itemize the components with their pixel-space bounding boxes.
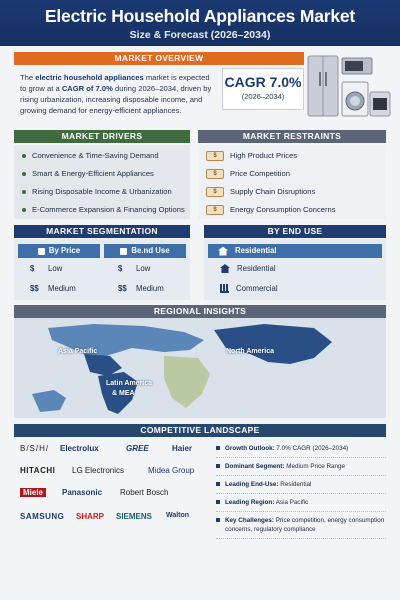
company-logos <box>14 440 210 532</box>
market-overview-text <box>20 72 216 116</box>
logo-haier: Haier <box>172 444 193 453</box>
end-use-item-row <box>220 264 276 273</box>
fact-label: Growth Outlook: <box>225 445 275 452</box>
logo-bsh: B/S/H/ <box>20 444 50 453</box>
bullet-icon <box>216 464 220 468</box>
market-restraints-heading: MARKET RESTRAINTS <box>198 130 386 143</box>
region-label-latin-america: Latin America <box>106 380 153 387</box>
building-icon <box>220 284 229 293</box>
fact-value: Medium Price Range <box>286 463 346 470</box>
list-item <box>206 147 386 165</box>
logo-panasonic: Panasonic <box>62 488 103 497</box>
bullet-icon <box>216 518 220 522</box>
money-icon: $ <box>206 169 224 179</box>
price-tag-icon: $ <box>206 151 224 161</box>
fact-value: Price competition, energy consumption concerns, regulatory compliance <box>225 517 385 533</box>
list-item <box>206 201 386 219</box>
cagr-value: CAGR 7.0% <box>224 74 302 90</box>
bullet-icon <box>216 446 220 450</box>
price-row <box>30 284 76 293</box>
logo-hitachi: HITACHI <box>20 466 56 475</box>
end-use-residential-header <box>208 244 382 258</box>
fact-label: Dominant Segment: <box>225 463 285 470</box>
logo-siemens: SIEMENS <box>116 512 153 521</box>
competitive-landscape-heading: COMPETITIVE LANDSCAPE <box>14 424 386 437</box>
overview-text-part: The <box>20 73 34 82</box>
fact-text <box>225 444 348 453</box>
bullet-icon <box>22 172 26 176</box>
home-icon <box>218 247 228 256</box>
fact-value: Asia Pacific <box>275 499 309 506</box>
overview-term: electric household appliances <box>35 73 144 82</box>
by-price-label: By Price <box>48 246 81 255</box>
list-item <box>216 458 386 476</box>
list-item <box>22 147 190 165</box>
by-end-use-heading: BY END USE <box>204 225 386 238</box>
overview-cagr-inline: CAGR of 7.0% <box>61 84 113 93</box>
logo-gree: GREE <box>126 444 149 453</box>
dollar-icon: $$ <box>118 284 127 293</box>
logo-electrolux: Electrolux <box>60 444 99 453</box>
restraint-text: Supply Chain Disruptions <box>230 187 316 196</box>
tag-icon <box>38 248 45 255</box>
fact-label: Leading Region: <box>225 499 275 506</box>
logo-midea: Midea Group <box>148 466 195 475</box>
driver-text: Smart & Energy-Efficient Appliances <box>32 169 154 178</box>
dollar-icon: $ <box>30 264 35 273</box>
world-map <box>14 318 386 418</box>
regional-insights-heading: REGIONAL INSIGHTS <box>14 305 386 318</box>
appliances-illustration <box>306 52 392 120</box>
fact-label: Key Challenges: <box>225 517 274 524</box>
end-use-row <box>118 264 150 273</box>
cagr-callout <box>222 68 304 110</box>
list-item <box>206 165 386 183</box>
dollar-icon: $$ <box>30 284 39 293</box>
region-label-north-america: North America <box>226 348 274 355</box>
bullet-icon <box>216 500 220 504</box>
driver-text: Convenience & Time-Saving Demand <box>32 151 159 160</box>
market-segmentation-heading: MARKET SEGMENTATION <box>14 225 190 238</box>
home-icon <box>220 264 230 273</box>
end-use-item: Commercial <box>236 284 278 293</box>
restraints-list <box>206 147 386 219</box>
fact-text <box>225 462 345 471</box>
fact-text <box>225 498 308 507</box>
header-banner <box>0 0 400 46</box>
list-item <box>22 165 190 183</box>
dollar-icon: $ <box>118 264 123 273</box>
logo-miele: Miele <box>20 488 46 497</box>
end-use-item: Residential <box>235 246 277 255</box>
fact-label: Leading End-Use: <box>225 481 279 488</box>
overview-text-part: during 2026–2034, driven by rising urbanization, increasing disposable income, and growing demand for energy-efficient appliances. <box>20 84 212 115</box>
end-use-row-text: Medium <box>136 284 164 293</box>
logo-robert-bosch: Robert Bosch <box>120 488 169 497</box>
list-item <box>216 440 386 458</box>
fact-value: 7.0% CAGR (2026–2034) <box>276 445 349 452</box>
fact-text <box>225 480 311 489</box>
market-drivers-heading: MARKET DRIVERS <box>14 130 190 143</box>
by-end-use-header <box>104 244 186 258</box>
logo-sharp: SHARP <box>76 512 105 521</box>
restraint-text: Energy Consumption Concerns <box>230 205 336 214</box>
by-price-header <box>18 244 100 258</box>
driver-text: Rising Disposable Income & Urbanization <box>32 187 172 196</box>
market-overview-heading: MARKET OVERVIEW <box>14 52 304 65</box>
money-icon: $ <box>206 187 224 197</box>
price-row <box>30 264 62 273</box>
end-use-row <box>118 284 164 293</box>
list-item <box>216 494 386 512</box>
world-map-graphic <box>14 318 386 418</box>
bullet-icon <box>22 154 26 158</box>
driver-text: E-Commerce Expansion & Financing Options <box>32 205 185 214</box>
bullet-icon <box>22 208 26 212</box>
list-item <box>22 183 190 201</box>
list-item <box>206 183 386 201</box>
region-label-asia-pacific: Asia Pacific <box>58 348 98 355</box>
list-item <box>216 476 386 494</box>
end-use-row-text: Low <box>136 264 151 273</box>
page-title: Electric Household Appliances Market <box>44 6 356 26</box>
logo-samsung: SAMSUNG <box>20 512 65 521</box>
cagr-period: (2026–2034) <box>241 92 285 101</box>
region-label-mea: & MEA <box>112 390 135 397</box>
by-end-use-label: Be.nd Use <box>131 246 170 255</box>
bullet-icon <box>216 482 220 486</box>
overview-text-part: market is expected to grow at a <box>20 73 210 93</box>
money-icon: $ <box>206 205 224 215</box>
restraint-text: High Product Prices <box>230 151 298 160</box>
price-row-text: Medium <box>48 284 76 293</box>
key-facts-list <box>216 440 386 539</box>
list-item <box>22 201 190 219</box>
restraint-text: Price Competition <box>230 169 290 178</box>
home-icon <box>120 248 127 255</box>
fact-value: Residential <box>280 481 312 488</box>
fact-text <box>225 516 386 534</box>
list-item <box>216 512 386 539</box>
page-subtitle: Size & Forecast (2026–2034) <box>129 29 271 41</box>
drivers-list <box>22 147 190 219</box>
logo-walton: Walton <box>166 512 190 519</box>
end-use-item-row <box>220 284 278 293</box>
price-row-text: Low <box>48 264 63 273</box>
logo-lg: LG Electronics <box>72 466 125 475</box>
bullet-icon <box>22 190 26 194</box>
end-use-item: Residential <box>237 264 276 273</box>
